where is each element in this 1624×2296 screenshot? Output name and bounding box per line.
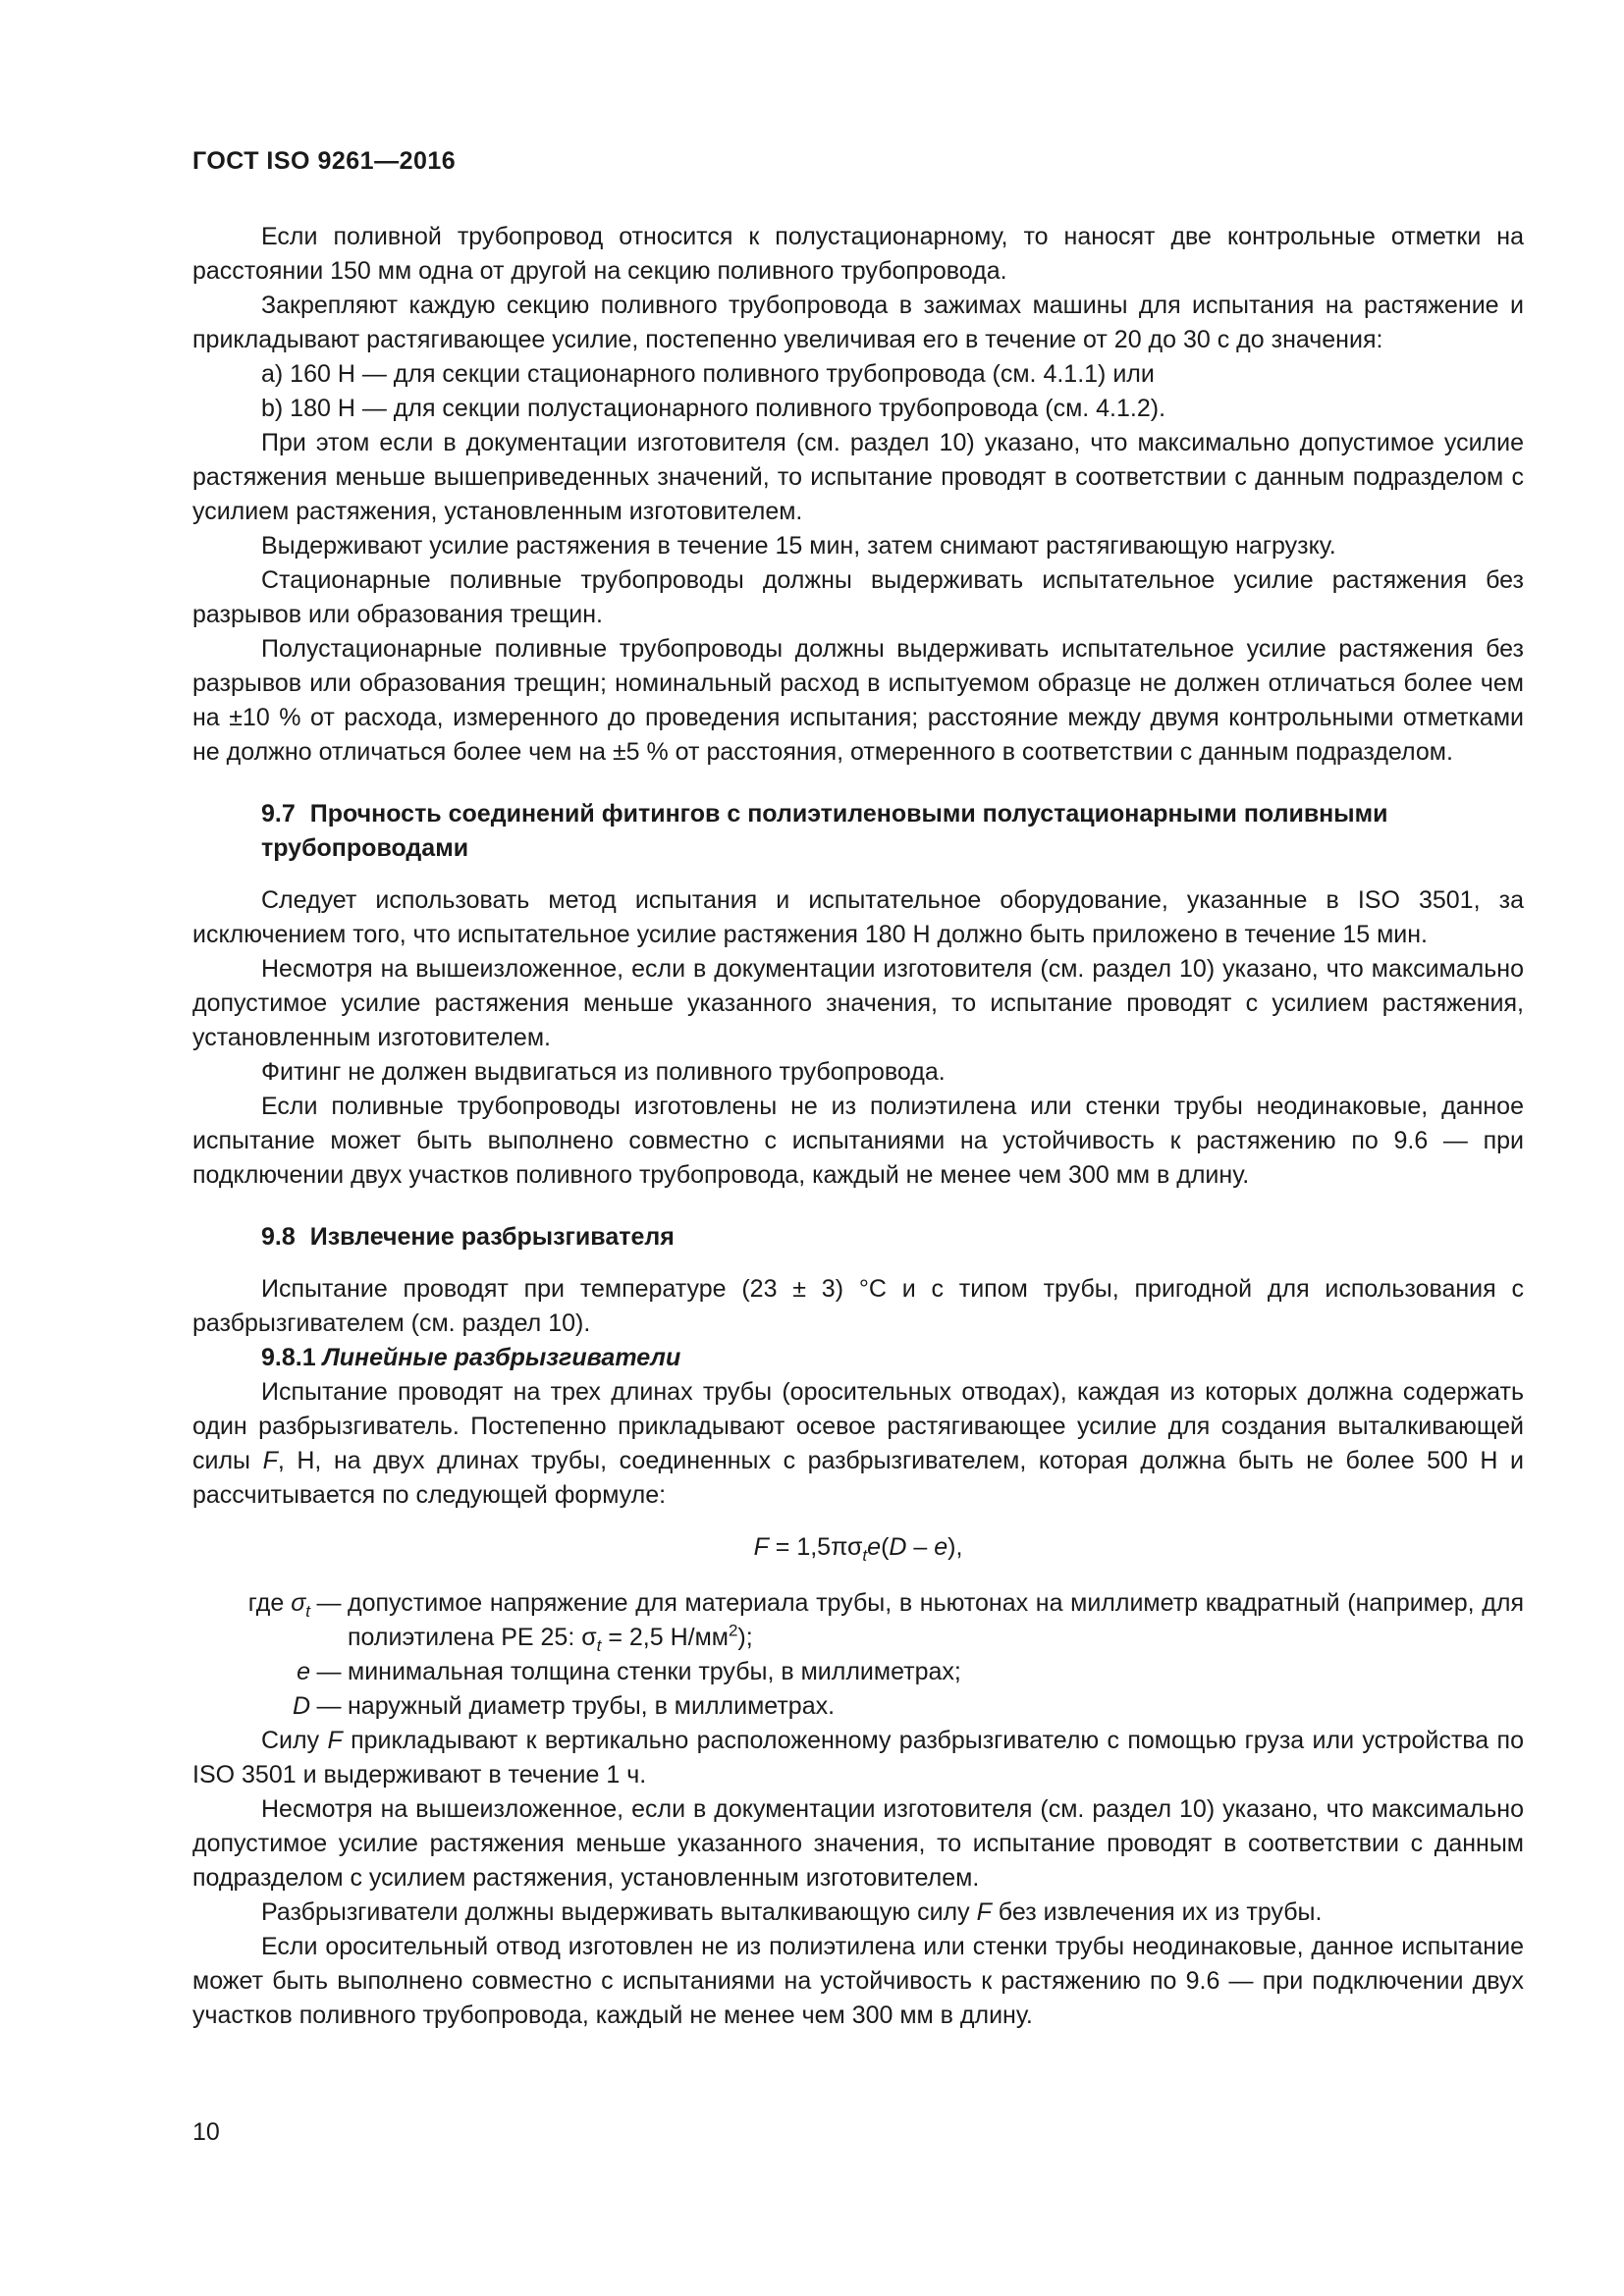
where-label: где [247, 1589, 285, 1617]
paragraph: Испытание проводят на трех длинах трубы (оросительных отводах), каждая из которых должна содержать один разбрызгиватель. Постепенно прикладывают осевое растягивающее усилие для создания выталкивающей силы F, Н, на двух длинах трубы, соединенных с разбрызгивателем, которая должна быть не более 500 Н и рассчитывается по следующей формуле: [192, 1378, 1525, 1509]
section-title: Прочность соединений фитингов с полиэтиленовыми полустационарными поливными трубопроводами [261, 800, 1388, 862]
paragraph: Полустационарные поливные трубопроводы должны выдерживать испытательное усилие растяжения без разрывов или образования трещин; номинальный расход в испытуемом образце не должен отличаться более чем на ±10 % от расхода, измеренного до проведения испытания; расстояние между двумя контрольными отметками не должно отличаться более чем на ±5 % от расстояния, отмеренного в соответствии с данным подразделом. [192, 635, 1524, 766]
paragraph: Выдерживают усилие растяжения в течение 15 мин, затем снимают растягивающую нагрузку. [261, 532, 1336, 560]
section-heading-9-7 [261, 797, 1524, 866]
definition-row: где $\sigma_t$ — допустимое напряжение для материала трубы, в ньютонах на миллиметр квадратный (например, для полиэтилена РЕ 25: $\sigma_t = 2,5$ $Н/мм^2$); [247, 1589, 1524, 1655]
section-number: 9.7 [261, 800, 296, 828]
document-header: ГОСТ ISO 9261—2016 [192, 147, 457, 175]
subsection-heading-9-8-1 [192, 1341, 1524, 1375]
paragraph: Стационарные поливные трубопроводы должны выдерживать испытательное усилие растяжения без разрывов или образования трещин. [192, 566, 1524, 628]
definition-row: e — минимальная толщина стенки трубы, в миллиметрах; [297, 1658, 961, 1685]
formula-definitions [192, 1586, 1524, 1724]
subsection-title: Линейные разбрызгиватели [322, 1344, 681, 1371]
paragraph: Если оросительный отвод изготовлен не из полиэтилена или стенки трубы неодинаковые, данное испытание может быть выполнено совместно с испытаниями на устойчивость к растяжению по 9.6 — при подключении двух участков поливного трубопровода, каждый не менее чем 300 мм в длину. [192, 1933, 1524, 2029]
paragraph: Если поливной трубопровод относится к полустационарному, то наносят две контрольные отметки на расстоянии 150 мм одна от другой на секцию поливного трубопровода. [192, 223, 1524, 285]
paragraph: Силу F прикладывают к вертикально расположенному разбрызгивателю с помощью груза или устройства по ISO 3501 и выдерживают в течение 1 ч. [192, 1727, 1524, 1789]
page-number: 10 [192, 2118, 220, 2146]
section-title: Извлечение разбрызгивателя [309, 1223, 675, 1251]
section-number: 9.8 [261, 1223, 296, 1251]
paragraph: Если поливные трубопроводы изготовлены не из полиэтилена или стенки трубы неодинаковые, данное испытание может быть выполнено совместно с испытаниями на устойчивость к растяжению по 9.6 — при подключении двух участков поливного трубопровода, каждый не менее чем 300 мм в длину. [192, 1093, 1524, 1189]
list-item: a) 160 Н — для секции стационарного поливного трубопровода (см. 4.1.1) или [261, 360, 1155, 388]
paragraph: Следует использовать метод испытания и испытательное оборудование, указанные в ISO 3501, за исключением того, что испытательное усилие растяжения 180 Н должно быть приложено в течение 15 мин. [192, 886, 1524, 948]
paragraph: Испытание проводят при температуре (23 ± 3) °С и с типом трубы, пригодной для использования с разбрызгивателем (см. раздел 10). [192, 1275, 1524, 1337]
paragraph: Несмотря на вышеизложенное, если в документации изготовителя (см. раздел 10) указано, что максимально допустимое усилие растяжения меньше указанного значения, то испытание проводят в соответствии с данным подразделом с усилием растяжения, установленным изготовителем. [192, 1795, 1524, 1892]
section-heading-9-8 [261, 1220, 1524, 1255]
list-item: b) 180 Н — для секции полустационарного поливного трубопровода (см. 4.1.2). [261, 395, 1166, 422]
paragraph: Закрепляют каждую секцию поливного трубопровода в зажимах машины для испытания на растяжение и прикладывают растягивающее усилие, постепенно увеличивая его в течение от 20 до 30 с до значения: [192, 292, 1524, 353]
document-body [192, 220, 1524, 2033]
subsection-number: 9.8.1 [261, 1344, 316, 1371]
paragraph: Фитинг не должен выдвигаться из поливного трубопровода. [261, 1058, 946, 1086]
paragraph: При этом если в документации изготовителя (см. раздел 10) указано, что максимально допустимое усилие растяжения меньше вышеприведенных значений, то испытание проводят в соответствии с данным подразделом с усилием растяжения, установленным изготовителем. [192, 429, 1524, 525]
definition-row: D — наружный диаметр трубы, в миллиметрах. [292, 1692, 836, 1720]
paragraph: Несмотря на вышеизложенное, если в документации изготовителя (см. раздел 10) указано, что максимально допустимое усилие растяжения меньше указанного значения, то испытание проводят с усилием растяжения, установленным изготовителем. [192, 955, 1524, 1051]
formula: $F = 1,5\pi\sigma_te(D - e)$, [753, 1533, 963, 1565]
paragraph: Разбрызгиватели должны выдерживать выталкивающую силу F без извлечения их из трубы. [261, 1898, 1323, 1926]
